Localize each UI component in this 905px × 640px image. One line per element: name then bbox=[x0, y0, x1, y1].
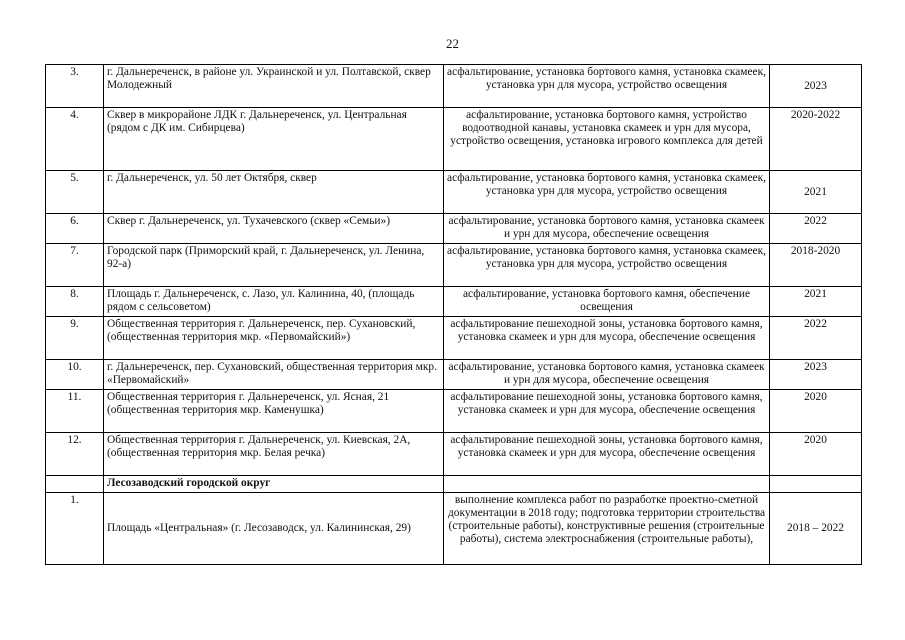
row-works: асфальтирование пешеходной зоны, установка бортового камня, установка скамеек и урн для мусора, обеспечение освещения bbox=[444, 317, 770, 360]
row-works: асфальтирование, установка бортового камня, установка скамеек и урн для мусора, обеспечение освещения bbox=[444, 360, 770, 390]
row-location: Площадь г. Дальнереченск, с. Лазо, ул. Калинина, 40, (площадь рядом с сельсоветом) bbox=[104, 287, 444, 317]
page-number: 22 bbox=[446, 36, 459, 51]
table-row bbox=[46, 493, 862, 565]
row-works: асфальтирование, установка бортового камня, установка скамеек, установка урн для мусора, устройство освещения bbox=[444, 171, 770, 214]
row-number: 4. bbox=[46, 108, 104, 171]
table-row bbox=[46, 108, 862, 171]
row-location: Сквер в микрорайоне ЛДК г. Дальнереченск, ул. Центральная (рядом с ДК им. Сибирцева) bbox=[104, 108, 444, 171]
section-empty-cell bbox=[770, 476, 862, 493]
row-works: асфальтирование пешеходной зоны, установка бортового камня, установка скамеек и урн для мусора, обеспечение освещения bbox=[444, 390, 770, 433]
row-year: 2020-2022 bbox=[770, 108, 862, 171]
row-location: Общественная территория г. Дальнереченск, ул. Ясная, 21 (общественная территория мкр. Каменушка) bbox=[104, 390, 444, 433]
table-row bbox=[46, 171, 862, 214]
table-row bbox=[46, 287, 862, 317]
table-row bbox=[46, 433, 862, 476]
row-number: 10. bbox=[46, 360, 104, 390]
row-number: 3. bbox=[46, 65, 104, 108]
works-table-body bbox=[46, 65, 862, 565]
row-location: Городской парк (Приморский край, г. Дальнереченск, ул. Ленина, 92-а) bbox=[104, 244, 444, 287]
table-row bbox=[46, 390, 862, 433]
row-number: 9. bbox=[46, 317, 104, 360]
section-heading: Лесозаводский городской округ bbox=[104, 476, 444, 493]
row-works: асфальтирование, установка бортового камня, устройство водоотводной канавы, установка скамеек и урн для мусора, устройство освещения, установка игрового комплекса для детей bbox=[444, 108, 770, 171]
row-year: 2020 bbox=[770, 433, 862, 476]
row-year: 2021 bbox=[770, 171, 862, 214]
table-row bbox=[46, 244, 862, 287]
works-table bbox=[45, 64, 862, 565]
row-year: 2022 bbox=[770, 214, 862, 244]
section-empty-cell bbox=[46, 476, 104, 493]
row-year: 2018 – 2022 bbox=[770, 493, 862, 565]
row-year: 2018-2020 bbox=[770, 244, 862, 287]
row-works: асфальтирование, установка бортового камня, установка скамеек и урн для мусора, обеспечение освещения bbox=[444, 214, 770, 244]
table-row bbox=[46, 360, 862, 390]
row-number: 8. bbox=[46, 287, 104, 317]
row-number: 6. bbox=[46, 214, 104, 244]
row-location: Сквер г. Дальнереченск, ул. Тухачевского (сквер «Семьи») bbox=[104, 214, 444, 244]
row-works: асфальтирование пешеходной зоны, установка бортового камня, установка скамеек и урн для мусора, обеспечение освещения bbox=[444, 433, 770, 476]
row-location: г. Дальнереченск, ул. 50 лет Октября, сквер bbox=[104, 171, 444, 214]
row-location: Площадь «Центральная» (г. Лесозаводск, ул. Калининская, 29) bbox=[104, 493, 444, 565]
row-year: 2022 bbox=[770, 317, 862, 360]
row-number: 11. bbox=[46, 390, 104, 433]
row-location: г. Дальнереченск, в районе ул. Украинской и ул. Полтавской, сквер Молодежный bbox=[104, 65, 444, 108]
row-number: 12. bbox=[46, 433, 104, 476]
row-works: асфальтирование, установка бортового камня, установка скамеек, установка урн для мусора, устройство освещения bbox=[444, 65, 770, 108]
row-number: 1. bbox=[46, 493, 104, 565]
section-row bbox=[46, 476, 862, 493]
row-year: 2021 bbox=[770, 287, 862, 317]
row-year: 2023 bbox=[770, 65, 862, 108]
row-location: г. Дальнереченск, пер. Сухановский, общественная территория мкр. «Первомайский» bbox=[104, 360, 444, 390]
table-row bbox=[46, 65, 862, 108]
row-location: Общественная территория г. Дальнереченск, ул. Киевская, 2А, (общественная территория мкр. Белая речка) bbox=[104, 433, 444, 476]
row-year: 2020 bbox=[770, 390, 862, 433]
row-year: 2023 bbox=[770, 360, 862, 390]
row-number: 7. bbox=[46, 244, 104, 287]
row-works: асфальтирование, установка бортового камня, обеспечение освещения bbox=[444, 287, 770, 317]
section-empty-cell bbox=[444, 476, 770, 493]
table-row bbox=[46, 317, 862, 360]
row-location: Общественная территория г. Дальнереченск, пер. Сухановский, (общественная территория мкр. «Первомайский») bbox=[104, 317, 444, 360]
row-number: 5. bbox=[46, 171, 104, 214]
table-row bbox=[46, 214, 862, 244]
row-works: выполнение комплекса работ по разработке проектно-сметной документации в 2018 году; подготовка территории строительства (строительные работы), конструктивные решения (строительные работы), система электроснабжения (строительные работы), bbox=[444, 493, 770, 565]
row-works: асфальтирование, установка бортового камня, установка скамеек, установка урн для мусора, устройство освещения bbox=[444, 244, 770, 287]
